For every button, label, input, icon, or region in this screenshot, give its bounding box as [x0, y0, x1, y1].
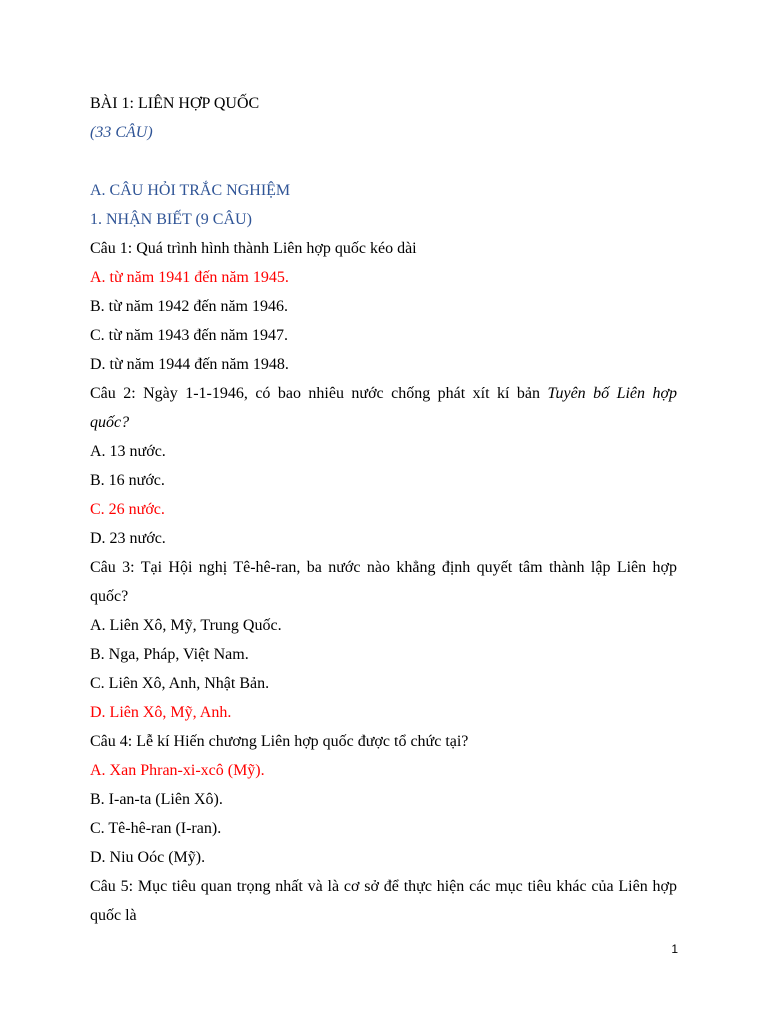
question-3-option-d: D. Liên Xô, Mỹ, Anh.	[90, 704, 232, 721]
question-2-line-2: quốc?	[90, 414, 130, 431]
question-2-option-d: D. 23 nước.	[90, 530, 166, 547]
question-1: Câu 1: Quá trình hình thành Liên hợp quốc kéo dài	[90, 240, 417, 257]
question-5-line-1: Câu 5: Mục tiêu quan trọng nhất và là cơ sở để thực hiện các mục tiêu khác của Liên hợp	[90, 878, 677, 895]
question-3-line-1: Câu 3: Tại Hội nghị Tê-hê-ran, ba nước nào khẳng định quyết tâm thành lập Liên hợp	[90, 559, 677, 576]
question-4-option-b: B. I-an-ta (Liên Xô).	[90, 791, 223, 808]
question-2-document-title: Tuyên bố Liên hợp	[547, 385, 678, 402]
question-count: (33 CÂU)	[90, 124, 153, 141]
question-1-option-a: A. từ năm 1941 đến năm 1945.	[90, 269, 289, 286]
question-1-option-d: D. từ năm 1944 đến năm 1948.	[90, 356, 289, 373]
lesson-title: BÀI 1: LIÊN HỢP QUỐC	[90, 95, 260, 112]
question-5-line-2: quốc là	[90, 907, 137, 924]
question-3-option-a: A. Liên Xô, Mỹ, Trung Quốc.	[90, 617, 282, 634]
section-heading: A. CÂU HỎI TRẮC NGHIỆM	[90, 182, 291, 199]
question-2-option-c: C. 26 nước.	[90, 501, 165, 518]
question-2-option-b: B. 16 nước.	[90, 472, 165, 489]
blank-line	[90, 147, 677, 176]
question-4-option-c: C. Tê-hê-ran (I-ran).	[90, 820, 222, 837]
subsection-heading: 1. NHẬN BIẾT (9 CÂU)	[90, 211, 252, 228]
question-2-prefix: Câu 2: Ngày 1-1-1946, có bao nhiêu nước chống phát xít kí bản	[90, 385, 540, 402]
page-number: 1	[671, 942, 678, 956]
question-2-option-a: A. 13 nước.	[90, 443, 166, 460]
question-3-option-c: C. Liên Xô, Anh, Nhật Bản.	[90, 675, 270, 692]
document-content	[90, 89, 677, 930]
question-3-line-2: quốc?	[90, 588, 129, 605]
question-3-option-b: B. Nga, Pháp, Việt Nam.	[90, 646, 249, 663]
question-4: Câu 4: Lễ kí Hiến chương Liên hợp quốc được tổ chức tại?	[90, 733, 469, 750]
question-1-option-c: C. từ năm 1943 đến năm 1947.	[90, 327, 288, 344]
question-4-option-d: D. Niu Oóc (Mỹ).	[90, 849, 206, 866]
question-2-line-1	[90, 379, 677, 408]
question-4-option-a: A. Xan Phran-xi-xcô (Mỹ).	[90, 762, 265, 779]
question-1-option-b: B. từ năm 1942 đến năm 1946.	[90, 298, 288, 315]
